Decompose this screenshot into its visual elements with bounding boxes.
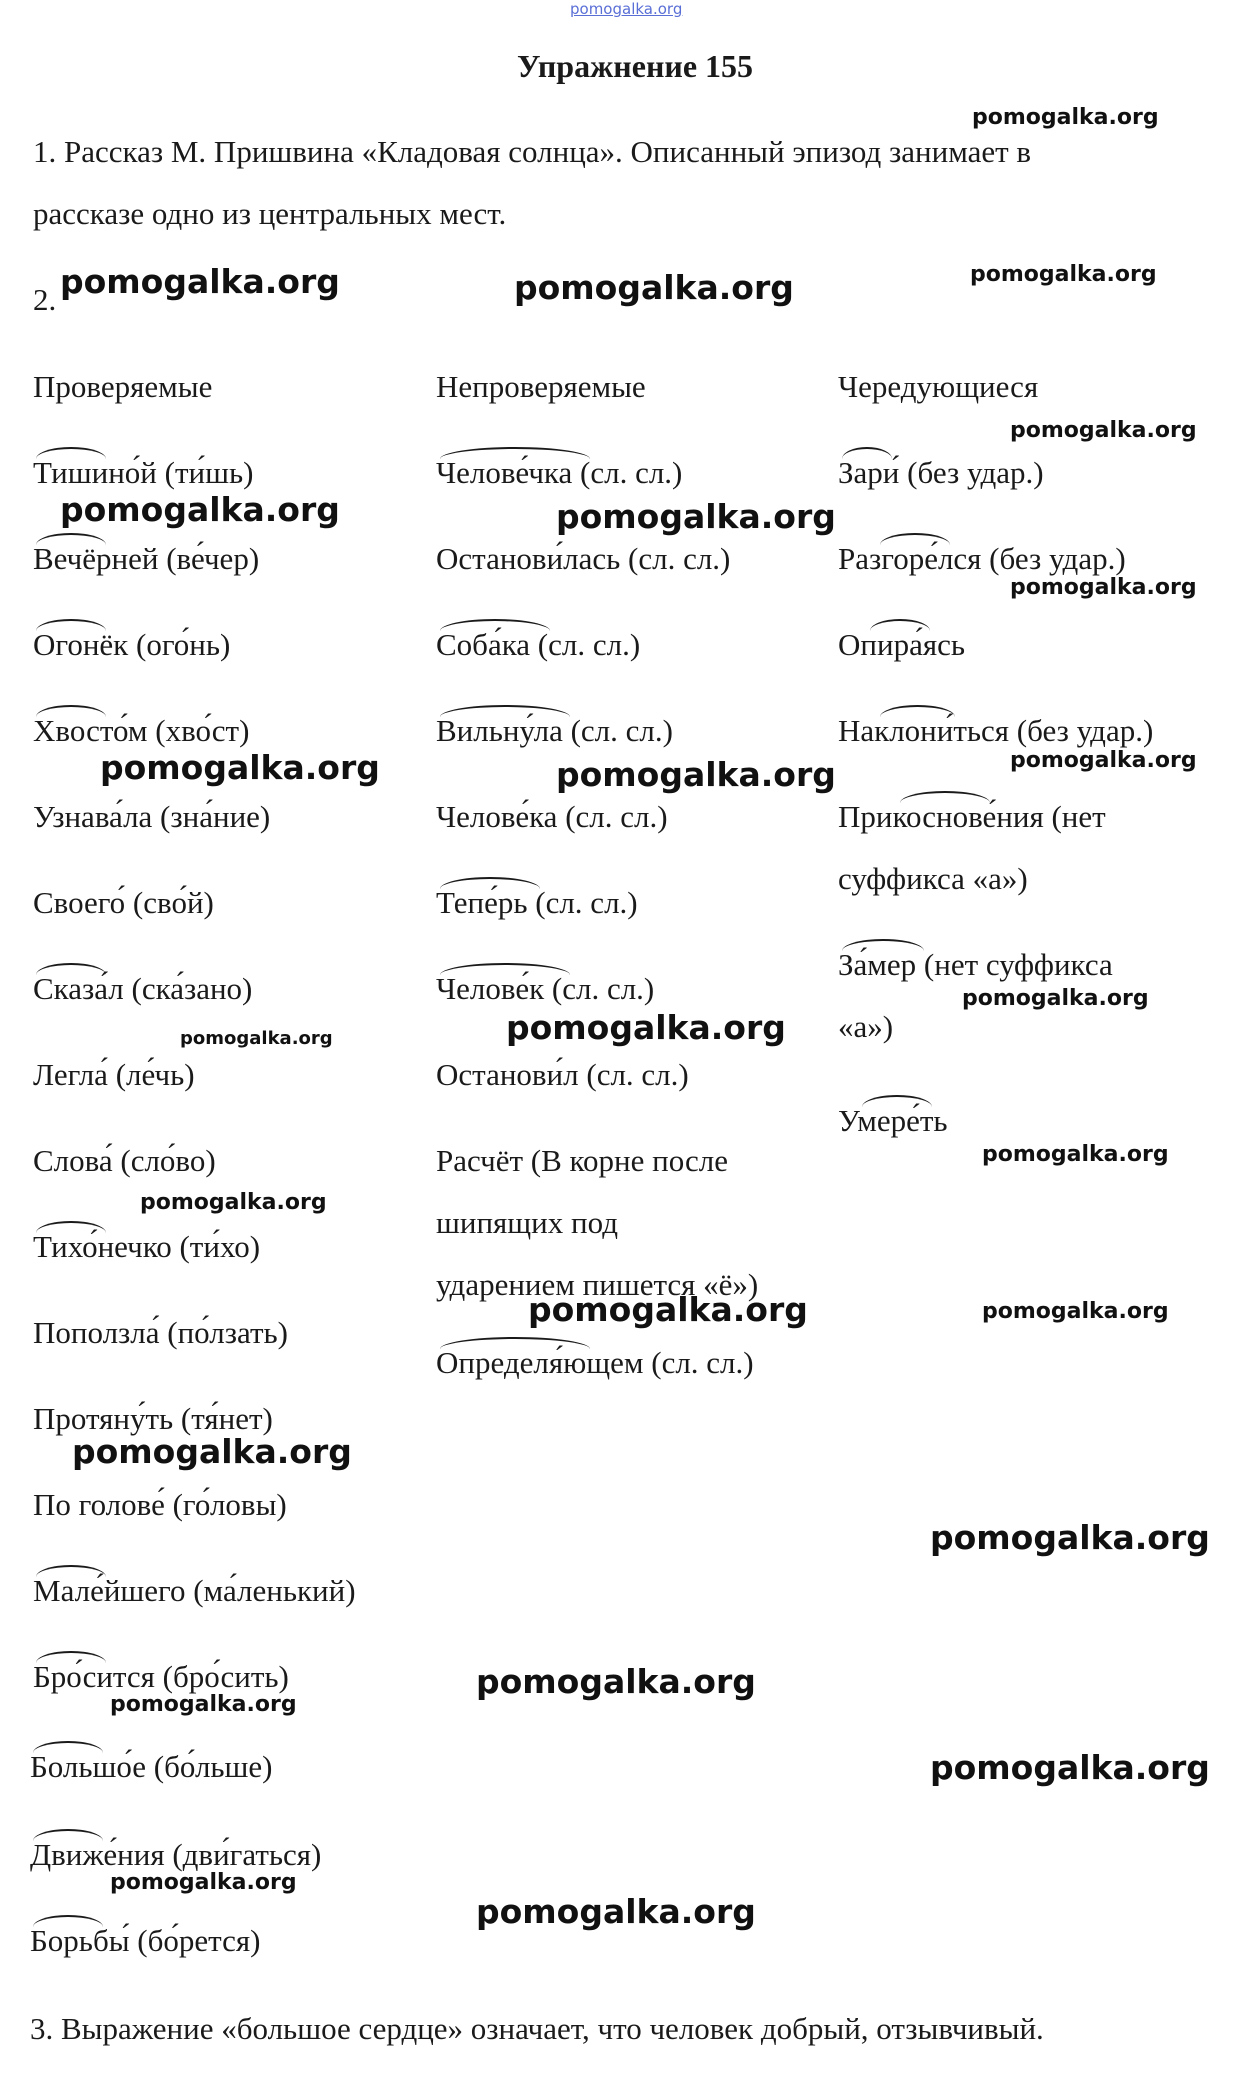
watermark: pomogalka.org bbox=[930, 1748, 1210, 1787]
list-item: Мале́йшего (ма́ленький) bbox=[33, 1573, 356, 1608]
list-item: Челове́ка (сл. сл.) bbox=[436, 799, 668, 834]
watermark: pomogalka.org bbox=[506, 1008, 786, 1047]
watermark: pomogalka.org bbox=[100, 748, 380, 787]
list-item: Поползла́ (по́лзать) bbox=[33, 1315, 288, 1350]
list-item: По голове́ (го́ловы) bbox=[33, 1487, 287, 1522]
list-item: Опира́ясь bbox=[838, 627, 965, 662]
list-item: Огонёк (ого́нь) bbox=[33, 627, 231, 662]
list-item: Слова́ (сло́во) bbox=[33, 1143, 216, 1178]
watermark: pomogalka.org bbox=[1010, 575, 1197, 600]
column-header-alternating: Чередующиеся bbox=[838, 369, 1039, 404]
watermark: pomogalka.org bbox=[982, 1299, 1169, 1324]
list-item-continuation: ударением пишется «ё») bbox=[436, 1267, 759, 1302]
column-header-uncheckable: Непроверяемые bbox=[436, 369, 646, 404]
watermark: pomogalka.org bbox=[528, 1290, 808, 1329]
watermark: pomogalka.org bbox=[60, 490, 340, 529]
watermark: pomogalka.org bbox=[930, 1518, 1210, 1557]
list-item: Вильну́ла (сл. сл.) bbox=[436, 713, 673, 748]
task1-line1: 1. Рассказ М. Пришвина «Кладовая солнца». Описанный эпизод занимает в bbox=[33, 134, 1032, 169]
list-item-continuation: «а») bbox=[838, 1009, 894, 1044]
column-header-checkable: Проверяемые bbox=[33, 369, 213, 404]
task1-line2: рассказе одно из центральных мест. bbox=[33, 196, 507, 231]
watermark: pomogalka.org bbox=[140, 1190, 327, 1215]
watermark: pomogalka.org bbox=[180, 1028, 333, 1049]
list-item: Соба́ка (сл. сл.) bbox=[436, 627, 641, 662]
list-item: Легла́ (ле́чь) bbox=[33, 1057, 195, 1092]
watermark: pomogalka.org bbox=[962, 986, 1149, 1011]
watermark: pomogalka.org bbox=[982, 1142, 1169, 1167]
watermark: pomogalka.org bbox=[556, 755, 836, 794]
watermark: pomogalka.org bbox=[1010, 748, 1197, 773]
list-item: Протяну́ть (тя́нет) bbox=[33, 1401, 273, 1436]
list-item: Останови́л (сл. сл.) bbox=[436, 1057, 689, 1092]
list-item: Прикоснове́ния (нет bbox=[838, 799, 1106, 834]
list-item: Тихо́нечко (ти́хо) bbox=[33, 1229, 261, 1264]
list-item: Хвосто́м (хво́ст) bbox=[33, 713, 250, 748]
list-item: Большо́е (бо́льше) bbox=[30, 1749, 273, 1784]
page-title: Упражнение 155 bbox=[517, 48, 754, 84]
list-item: Останови́лась (сл. сл.) bbox=[436, 541, 731, 576]
task2-number: 2. bbox=[33, 282, 57, 317]
list-item: Сказа́л (ска́зано) bbox=[33, 971, 253, 1006]
list-item: Своего́ (сво́й) bbox=[33, 885, 214, 920]
list-item: За́мер (нет суффикса bbox=[838, 947, 1113, 982]
list-item: Челове́к (сл. сл.) bbox=[436, 971, 655, 1006]
list-item-continuation: шипящих под bbox=[436, 1205, 618, 1240]
list-item: Разгоре́лся (без удар.) bbox=[838, 541, 1126, 576]
watermark: pomogalka.org bbox=[476, 1662, 756, 1701]
list-item: Движе́ния (дви́гаться) bbox=[30, 1837, 322, 1872]
list-item: Наклони́ться (без удар.) bbox=[838, 713, 1154, 748]
list-item: Бро́сится (бро́сить) bbox=[33, 1659, 289, 1694]
watermark: pomogalka.org bbox=[970, 262, 1157, 287]
list-item-continuation: суффикса «а») bbox=[838, 861, 1028, 896]
list-item: Умере́ть bbox=[838, 1103, 948, 1138]
watermark: pomogalka.org bbox=[1010, 418, 1197, 443]
list-item: Тишино́й (ти́шь) bbox=[33, 455, 254, 490]
list-item: Расчёт (В корне после bbox=[436, 1143, 728, 1178]
watermark: pomogalka.org bbox=[514, 268, 794, 307]
list-item: Зари́ (без удар.) bbox=[838, 455, 1044, 490]
list-item: Челове́чка (сл. сл.) bbox=[436, 455, 683, 490]
list-item: Определя́ющем (сл. сл.) bbox=[436, 1345, 754, 1380]
list-item: Тепе́рь (сл. сл.) bbox=[436, 885, 638, 920]
watermark: pomogalka.org bbox=[60, 262, 340, 301]
task3-text: 3. Выражение «большое сердце» означает, что человек добрый, отзывчивый. bbox=[30, 2011, 1044, 2046]
watermark: pomogalka.org bbox=[556, 497, 836, 536]
list-item: Узнава́ла (зна́ние) bbox=[33, 799, 271, 834]
watermark: pomogalka.org bbox=[110, 1692, 297, 1717]
list-item: Борьбы́ (бо́рется) bbox=[30, 1923, 261, 1958]
watermark: pomogalka.org bbox=[72, 1432, 352, 1471]
watermark: pomogalka.org bbox=[972, 105, 1159, 130]
site-link[interactable]: pomogalka.org bbox=[570, 0, 683, 18]
list-item: Вечёрней (ве́чер) bbox=[33, 541, 260, 576]
watermark: pomogalka.org bbox=[110, 1870, 297, 1895]
watermark: pomogalka.org bbox=[476, 1892, 756, 1931]
